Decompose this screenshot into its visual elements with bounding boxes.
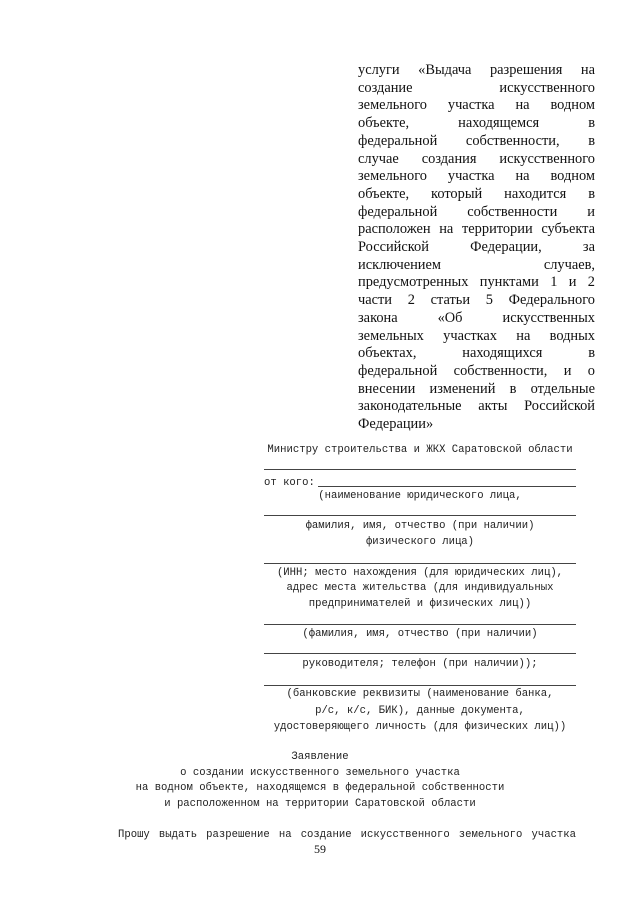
service-line: услуги «Выдача разрешения на xyxy=(358,62,595,78)
form-rule[interactable] xyxy=(264,653,576,654)
statement-line-1: о создании искусственного земельного участка xyxy=(180,767,460,779)
form-rule[interactable] xyxy=(264,685,576,686)
service-line: случае создания искусственного xyxy=(358,150,595,167)
service-line: Федерации» xyxy=(358,416,434,433)
hint-bank-2: р/с, к/с, БИК), данные документа, xyxy=(315,705,525,717)
service-line: федеральной собственности, в xyxy=(358,132,595,149)
statement-title: Заявление xyxy=(291,751,349,763)
hint-bank-3: удостоверяющего личность (для физических лиц)) xyxy=(273,721,567,733)
form-rule[interactable] xyxy=(264,515,576,516)
form-rule xyxy=(264,469,576,470)
hint-person-name: фамилия, имя, отчество (при наличии) xyxy=(305,520,535,532)
hint-head-name: (фамилия, имя, отчество (при наличии) xyxy=(302,628,538,640)
service-line: предусмотренных пунктами 1 и 2 xyxy=(358,274,595,291)
service-line: федеральной собственности, и о xyxy=(358,362,595,379)
service-line: объекте, находящемся в xyxy=(358,115,595,132)
form-rule[interactable] xyxy=(264,563,576,564)
addressee-to: Министру строительства и ЖКХ Саратовской области xyxy=(267,444,573,456)
hint-inn-3: предпринимателей и физических лиц)) xyxy=(308,598,532,610)
service-line: расположен на территории субъекта xyxy=(358,221,595,238)
service-line: создание искусственного xyxy=(358,79,595,96)
from-label: от кого: xyxy=(264,477,315,489)
hint-person-name-2: физического лица) xyxy=(365,536,475,548)
service-line: земельного участка на водном xyxy=(358,168,595,185)
page-number: 59 xyxy=(314,842,326,856)
statement-line-2: на водном объекте, находящемся в федеральной собственности xyxy=(135,782,505,794)
hint-bank-1: (банковские реквизиты (наименование банка, xyxy=(286,688,554,700)
service-line: внесении изменений в отдельные xyxy=(358,380,595,397)
service-line: федеральной собственности и xyxy=(358,203,595,220)
service-line: объектах, находящихся в xyxy=(358,345,595,362)
service-line: части 2 статьи 5 Федерального xyxy=(358,292,595,309)
from-field-rule[interactable] xyxy=(318,486,576,487)
hint-head-phone: руководителя; телефон (при наличии)); xyxy=(302,658,538,670)
service-line: земельного участка на водном xyxy=(358,97,595,114)
service-line: земельных участках на водных xyxy=(358,327,595,344)
hint-inn-1: (ИНН; место нахождения (для юридических лиц), xyxy=(276,567,564,579)
service-line: закона «Об искусственных xyxy=(358,309,595,326)
service-line: исключением случаев, xyxy=(358,256,595,273)
hint-legal-name: (наименование юридического лица, xyxy=(318,490,522,502)
hint-inn-2: адрес места жительства (для индивидуальных xyxy=(286,582,554,594)
service-line: законодательные акты Российской xyxy=(358,398,595,415)
form-rule[interactable] xyxy=(264,624,576,625)
request-text: Прошу выдать разрешение на создание искусственного земельного участка xyxy=(118,829,576,841)
service-line: объекте, который находится в xyxy=(358,185,595,202)
service-description xyxy=(358,62,595,434)
service-line: Российской Федерации, за xyxy=(358,239,595,256)
statement-line-3: и расположенном на территории Саратовской области xyxy=(164,798,476,810)
